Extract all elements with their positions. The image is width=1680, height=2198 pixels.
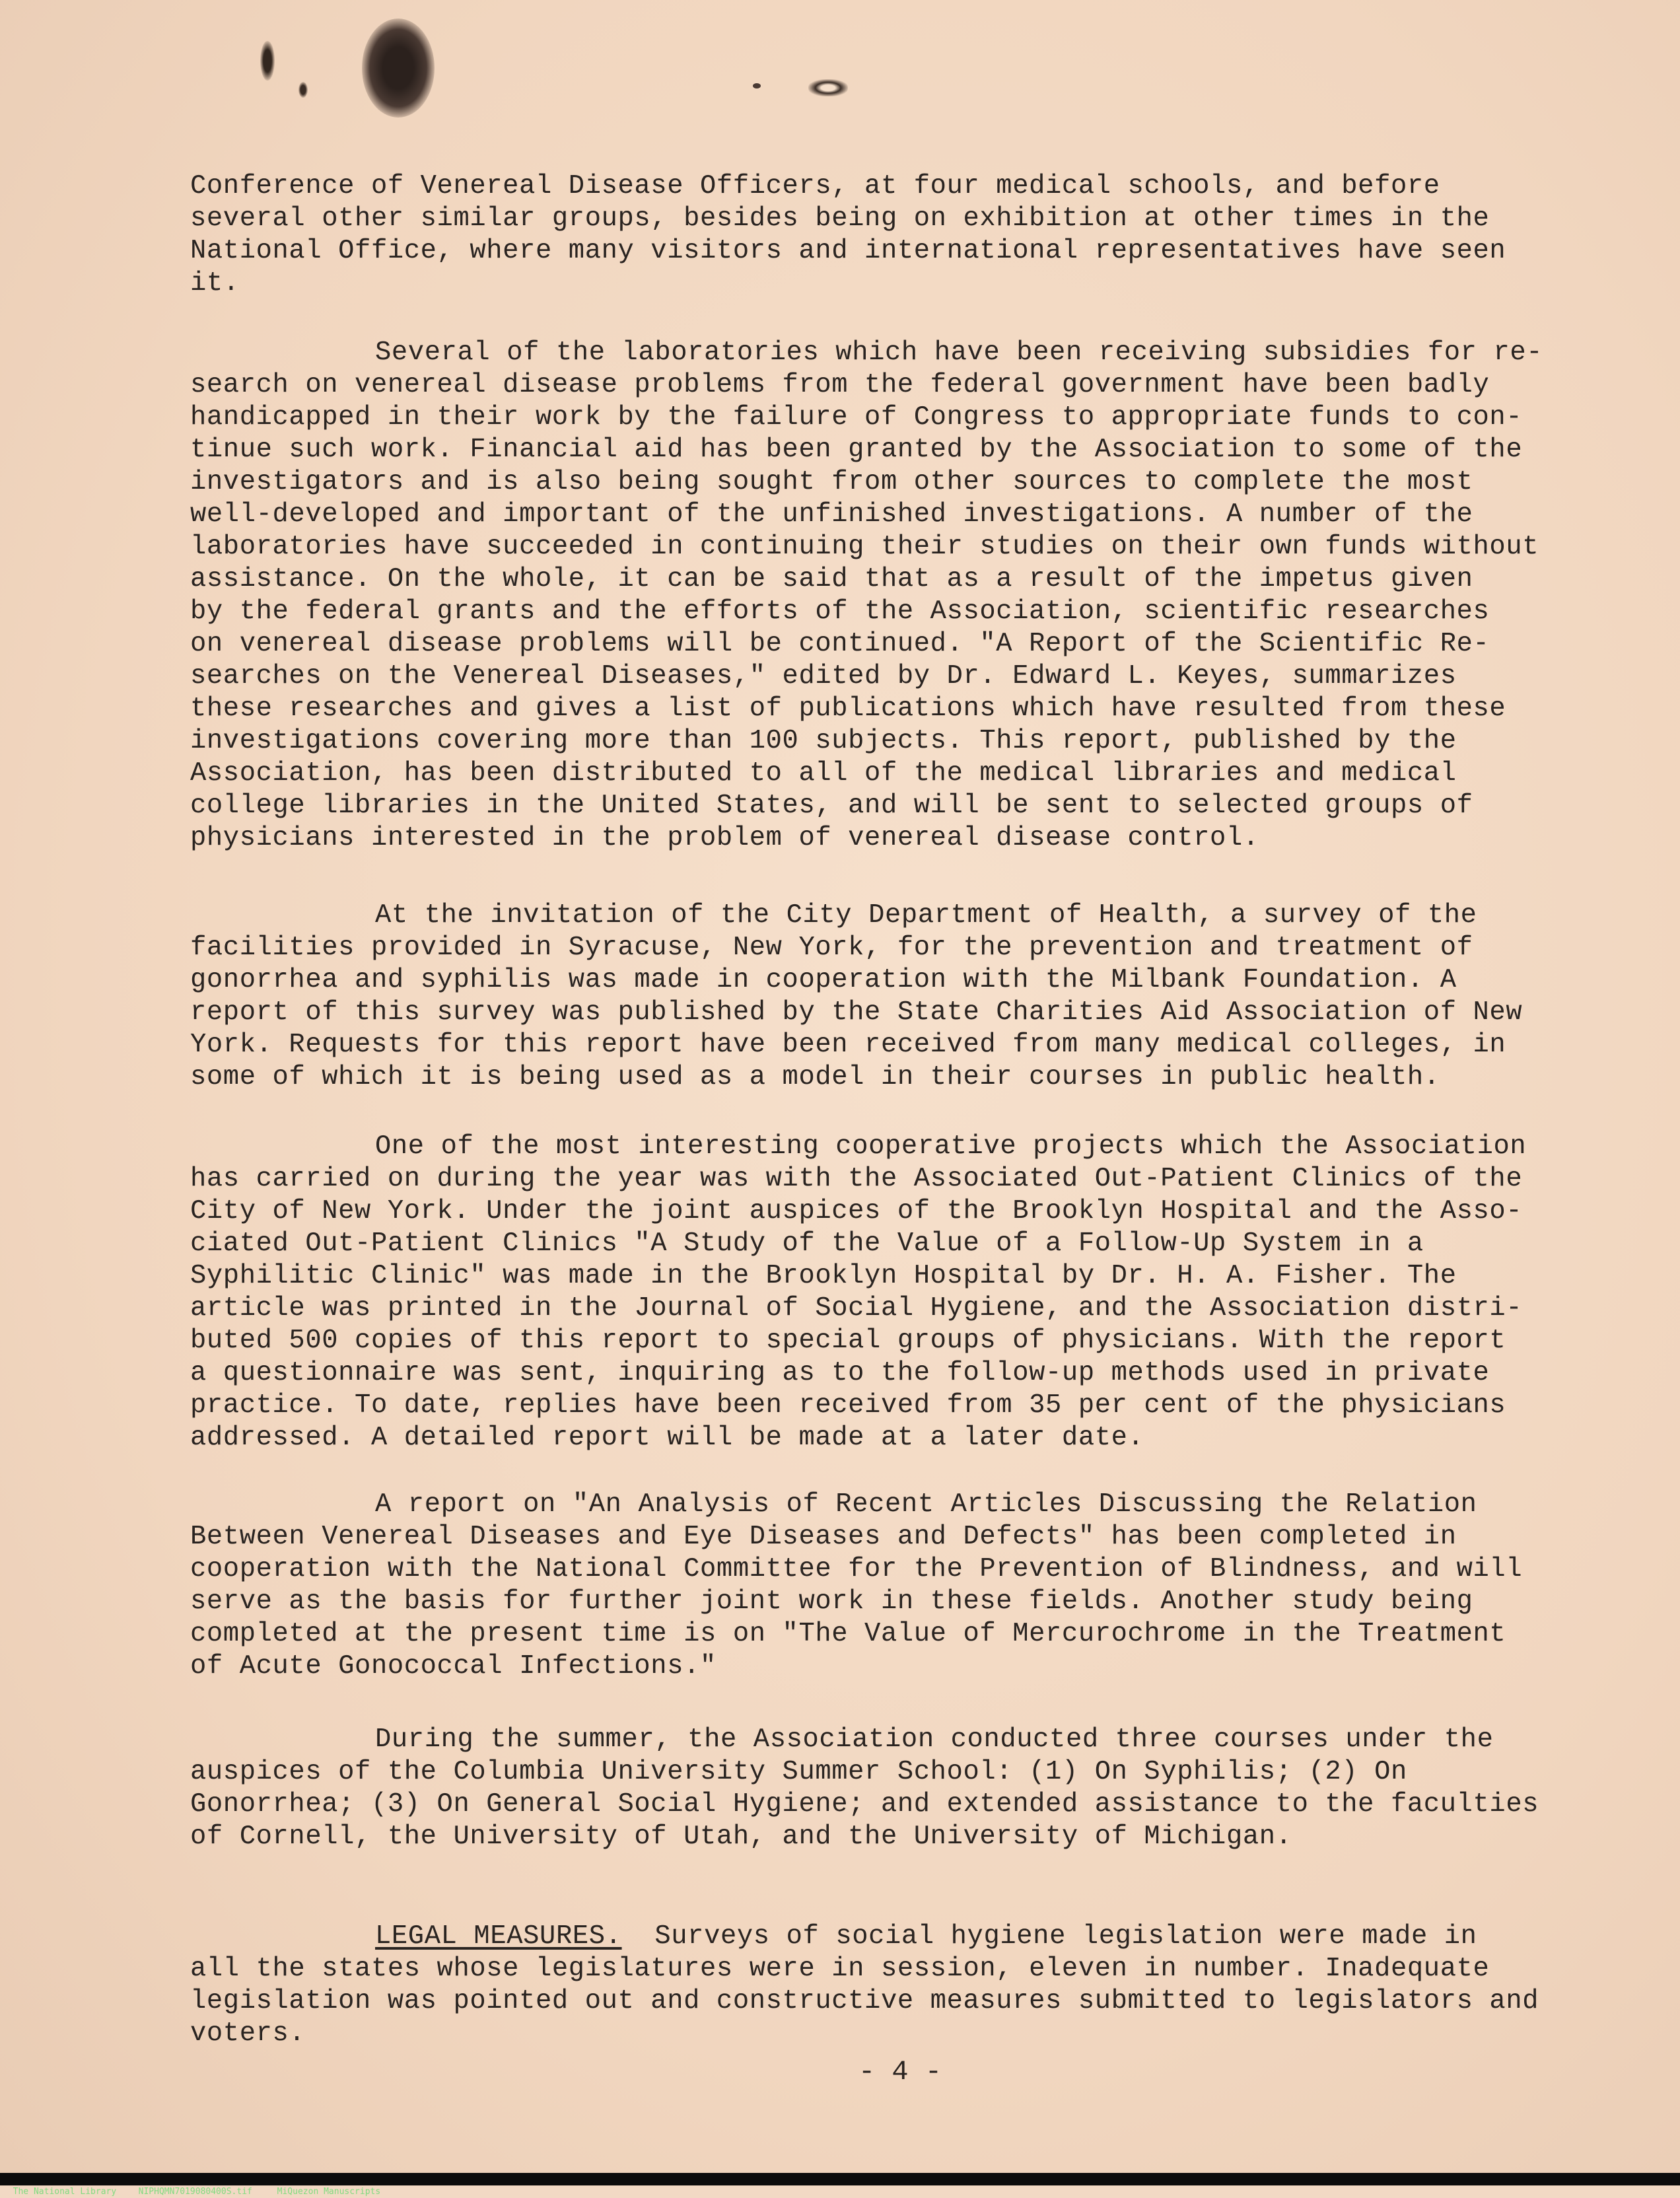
text-span: Surveys of social hygiene legislation were made in bbox=[654, 1921, 1477, 1952]
text-line: tinue such work. Financial aid has been granted by the Association to some of the bbox=[190, 435, 1523, 465]
text-line: Association, has been distributed to all of the medical libraries and medical bbox=[190, 758, 1457, 789]
text-line: York. Requests for this report have been received from many medical colleges, in bbox=[190, 1030, 1506, 1060]
footer-library: The National Library bbox=[13, 2187, 117, 2197]
text-line: One of the most interesting cooperative projects which the Association bbox=[375, 1131, 1527, 1162]
text-line: Syphilitic Clinic" was made in the Brooklyn Hospital by Dr. H. A. Fisher. The bbox=[190, 1261, 1457, 1291]
ink-stain bbox=[298, 82, 308, 98]
text-line: Conference of Venereal Disease Officers, at four medical schools, and before bbox=[190, 171, 1440, 201]
text-line: some of which it is being used as a model in their courses in public health. bbox=[190, 1062, 1440, 1092]
text-line: A report on "An Analysis of Recent Articles Discussing the Relation bbox=[375, 1489, 1477, 1520]
text-line: National Office, where many visitors and international representatives have seen bbox=[190, 236, 1506, 266]
text-line: it. bbox=[190, 268, 240, 299]
section-heading: LEGAL MEASURES. bbox=[375, 1921, 622, 1952]
text-line: addressed. A detailed report will be made at a later date. bbox=[190, 1423, 1144, 1453]
text-line: these researches and gives a list of publications which have resulted from these bbox=[190, 693, 1506, 724]
paragraph bbox=[190, 337, 1564, 855]
text-line: voters. bbox=[190, 2018, 306, 2049]
text-line: Gonorrhea; (3) On General Social Hygiene; and extended assistance to the faculties bbox=[190, 1789, 1539, 1820]
paragraph bbox=[190, 1921, 1564, 2050]
text-line: Several of the laboratories which have been receiving subsidies for re- bbox=[375, 337, 1543, 368]
text-line: search on venereal disease problems from the federal government have been badly bbox=[190, 370, 1490, 400]
text-line: has carried on during the year was with the Associated Out-Patient Clinics of the bbox=[190, 1164, 1523, 1194]
text-line: investigators and is also being sought from other sources to complete the most bbox=[190, 467, 1473, 497]
paragraph bbox=[190, 1489, 1564, 1683]
footer-collection: MiQuezon Manuscripts bbox=[277, 2187, 381, 2197]
text-line: a questionnaire was sent, inquiring as to the follow-up methods used in private bbox=[190, 1358, 1490, 1388]
text-line: practice. To date, replies have been received from 35 per cent of the physicians bbox=[190, 1390, 1506, 1421]
text-line: At the invitation of the City Department of Health, a survey of the bbox=[375, 900, 1477, 931]
text-line: buted 500 copies of this report to special groups of physicians. With the report bbox=[190, 1326, 1506, 1356]
text-line: ciated Out-Patient Clinics "A Study of the Value of a Follow-Up System in a bbox=[190, 1228, 1424, 1259]
paragraph bbox=[190, 900, 1564, 1094]
text-line: searches on the Venereal Diseases," edited by Dr. Edward L. Keyes, summarizes bbox=[190, 661, 1457, 691]
text-line: physicians interested in the problem of venereal disease control. bbox=[190, 823, 1259, 853]
paper-clip-mark bbox=[808, 79, 848, 96]
text-line: well-developed and important of the unfinished investigations. A number of the bbox=[190, 499, 1473, 530]
footer-filename: NIPHQMN7019080400S.tif bbox=[138, 2187, 252, 2197]
archive-footer-bar bbox=[0, 2173, 1680, 2197]
text-line: completed at the present time is on "The Value of Mercurochrome in the Treatment bbox=[190, 1619, 1506, 1649]
ink-stain bbox=[260, 41, 275, 81]
text-line: City of New York. Under the joint auspices of the Brooklyn Hospital and the Asso- bbox=[190, 1196, 1523, 1226]
text-line: Between Venereal Diseases and Eye Diseases and Defects" has been completed in bbox=[190, 1522, 1457, 1552]
text-line: several other similar groups, besides being on exhibition at other times in the bbox=[190, 203, 1490, 234]
paragraph bbox=[190, 1724, 1564, 1853]
text-line: college libraries in the United States, and will be sent to selected groups of bbox=[190, 791, 1473, 821]
ink-stain bbox=[362, 18, 435, 118]
text-line: laboratories have succeeded in continuing their studies on their own funds without bbox=[190, 532, 1539, 562]
text-line: facilities provided in Syracuse, New York, for the prevention and treatment of bbox=[190, 933, 1473, 963]
text-line: on venereal disease problems will be continued. "A Report of the Scientific Re- bbox=[190, 629, 1490, 659]
text-line: report of this survey was published by the State Charities Aid Association of New bbox=[190, 997, 1523, 1028]
text-line: legislation was pointed out and constructive measures submitted to legislators and bbox=[190, 1986, 1539, 2016]
text-line: assistance. On the whole, it can be said that as a result of the impetus given bbox=[190, 564, 1473, 594]
text-line: by the federal grants and the efforts of the Association, scientific researches bbox=[190, 596, 1490, 627]
page-number: - 4 - bbox=[858, 2056, 942, 2088]
text-line: serve as the basis for further joint work in these fields. Another study being bbox=[190, 1586, 1473, 1617]
text-line: cooperation with the National Committee for the Prevention of Blindness, and will bbox=[190, 1554, 1523, 1584]
text-line: all the states whose legislatures were in session, eleven in number. Inadequate bbox=[190, 1954, 1490, 1984]
paragraph bbox=[190, 1131, 1564, 1454]
text-line: of Acute Gonococcal Infections." bbox=[190, 1651, 717, 1682]
text-line: gonorrhea and syphilis was made in cooperation with the Milbank Foundation. A bbox=[190, 965, 1457, 995]
ink-mark bbox=[753, 83, 761, 89]
text-line bbox=[190, 1921, 1564, 1953]
paragraph bbox=[190, 170, 1564, 300]
text-line: article was printed in the Journal of Social Hygiene, and the Association distri- bbox=[190, 1293, 1523, 1324]
text-line: handicapped in their work by the failure of Congress to appropriate funds to con- bbox=[190, 402, 1523, 433]
text-line: During the summer, the Association conducted three courses under the bbox=[375, 1724, 1494, 1755]
text-line: investigations covering more than 100 subjects. This report, published by the bbox=[190, 726, 1457, 756]
text-line: auspices of the Columbia University Summer School: (1) On Syphilis; (2) On bbox=[190, 1757, 1407, 1787]
text-line: of Cornell, the University of Utah, and the University of Michigan. bbox=[190, 1822, 1292, 1852]
